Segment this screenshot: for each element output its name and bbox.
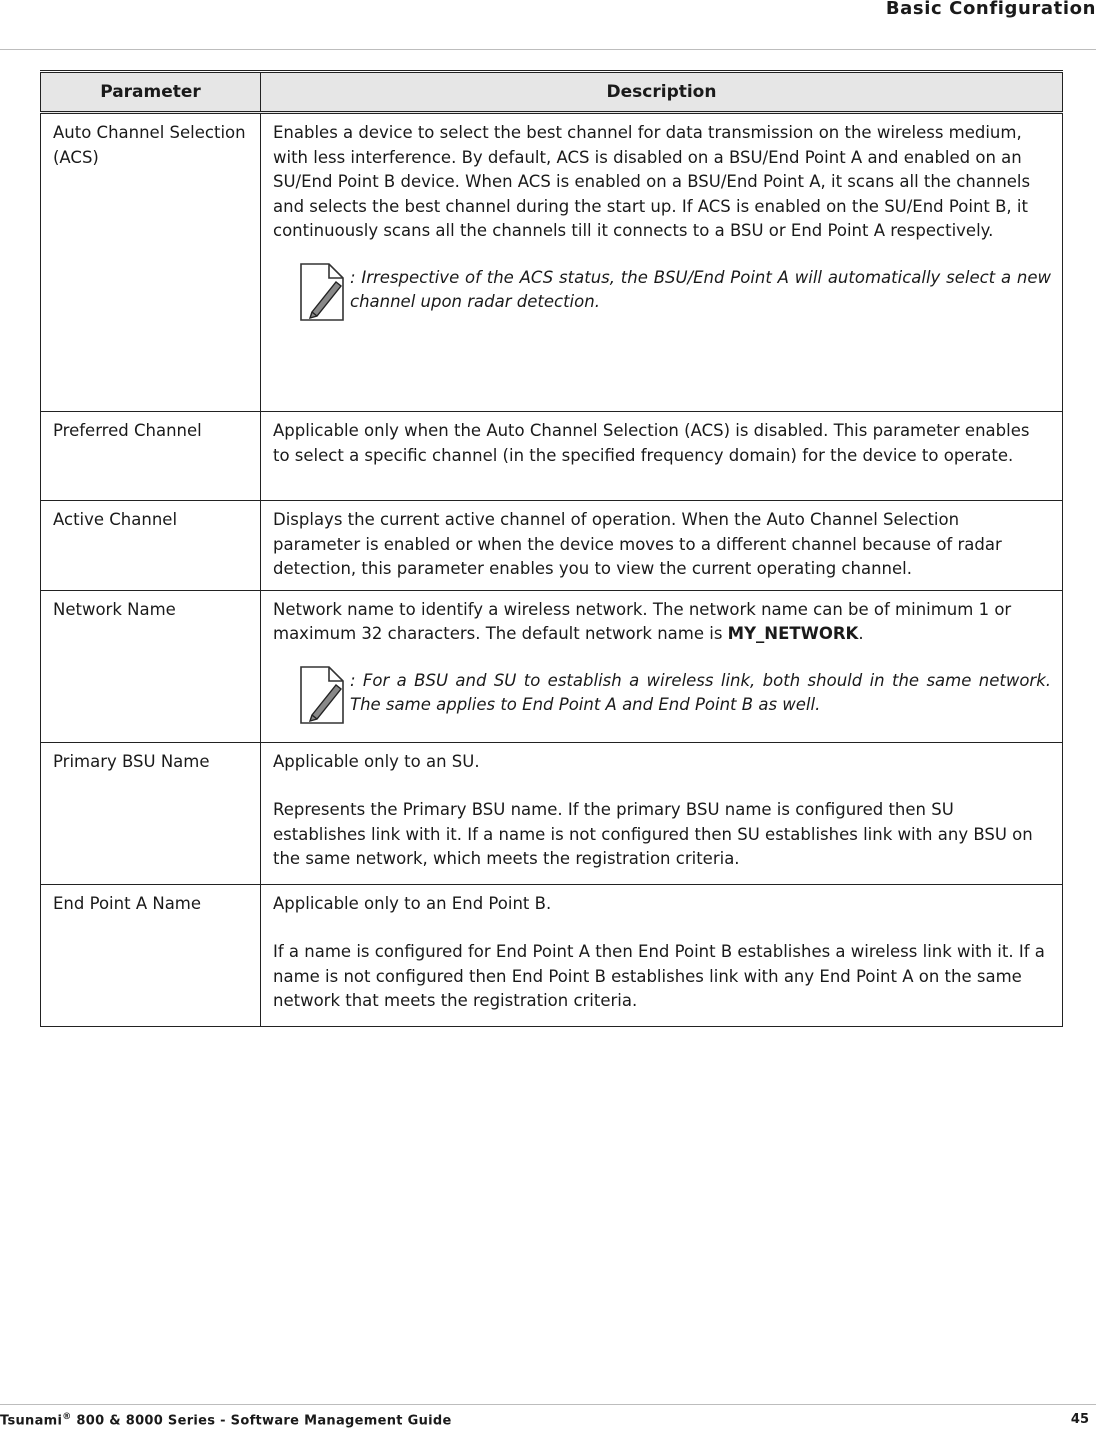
- column-header-description: Description: [261, 72, 1063, 113]
- page-number: 45: [1070, 1412, 1089, 1427]
- footer-document-title: [0, 1412, 452, 1428]
- parameter-description: [261, 412, 1063, 501]
- note-pencil-icon: [298, 665, 346, 725]
- parameter-description: [261, 113, 1063, 412]
- parameter-table: [40, 70, 1063, 1027]
- parameter-description: [261, 501, 1063, 591]
- table-header-row: [41, 72, 1063, 113]
- note-block: [298, 266, 1051, 322]
- description-text: Represents the Primary BSU name. If the primary BSU name is configured then SU establishes link with it. If a name is not configured then SU establishes link with any BSU on the same network, which meets the registration criteria.: [273, 800, 1033, 868]
- parameter-description: [261, 884, 1063, 1026]
- registered-mark: ®: [62, 1412, 72, 1422]
- note-text: : Irrespective of the ACS status, the BSU/End Point A will automatically select a new channel upon radar detection.: [350, 267, 1051, 311]
- column-header-parameter: Parameter: [41, 72, 261, 113]
- description-text: Enables a device to select the best channel for data transmission on the wireless medium, with less interference. By default, ACS is disabled on a BSU/End Point A and enabled on an SU/End Point B device. When ACS is enabled on a BSU/End Point A, it scans all the channels and selects the best channel during the start up. If ACS is enabled on the SU/End Point B, it continuously scans all the channels till it connects to a BSU or End Point A respectively.: [273, 123, 1031, 240]
- table-row: [41, 412, 1063, 501]
- parameter-name: End Point A Name: [41, 884, 261, 1026]
- parameter-name: Primary BSU Name: [41, 742, 261, 884]
- table-row: [41, 501, 1063, 591]
- description-text: Applicable only to an End Point B.: [273, 893, 552, 913]
- note-pencil-icon: [298, 262, 346, 322]
- parameter-name: Network Name: [41, 590, 261, 742]
- note-block: [298, 669, 1051, 725]
- note-text: : For a BSU and SU to establish a wireless link, both should in the same network. The same applies to End Point A and End Point B as well.: [350, 670, 1051, 714]
- parameter-description: [261, 742, 1063, 884]
- description-text: Applicable only when the Auto Channel Selection (ACS) is disabled. This parameter enables to select a specific channel (in the specified frequency domain) for the device to operate.: [273, 421, 1030, 465]
- table-row: [41, 113, 1063, 412]
- description-text-start: Network name to identify a wireless network. The network name can be of minimum 1 or maximum 32 characters. The default network name is: [273, 599, 1012, 643]
- section-title: Basic Configuration: [885, 0, 1096, 19]
- parameter-name: Active Channel: [41, 501, 261, 591]
- description-text: [273, 598, 1051, 647]
- table-row: [41, 590, 1063, 742]
- description-text-end: .: [858, 624, 864, 643]
- parameter-description: [261, 590, 1063, 742]
- footer-title-text: 800 & 8000 Series - Software Management Guide: [71, 1413, 452, 1429]
- page-header: [0, 0, 1096, 50]
- footer-brand: Tsunami: [0, 1413, 63, 1429]
- default-network-name: MY_NETWORK: [727, 624, 859, 643]
- parameter-name: Auto Channel Selection (ACS): [41, 113, 261, 412]
- description-text: If a name is configured for End Point A then End Point B establishes a wireless link with it. If a name is not configured then End Point B establishes link with any End Point A on the same network that meets the registration criteria.: [273, 942, 1045, 1010]
- table-row: [41, 884, 1063, 1026]
- parameter-name: Preferred Channel: [41, 412, 261, 501]
- description-text: Applicable only to an SU.: [273, 751, 480, 771]
- page-footer: [0, 1404, 1096, 1429]
- description-text: Displays the current active channel of operation. When the Auto Channel Selection parameter is enabled or when the device moves to a different channel because of radar detection, this parameter enables you to view the current operating channel.: [273, 510, 1002, 578]
- table-row: [41, 742, 1063, 884]
